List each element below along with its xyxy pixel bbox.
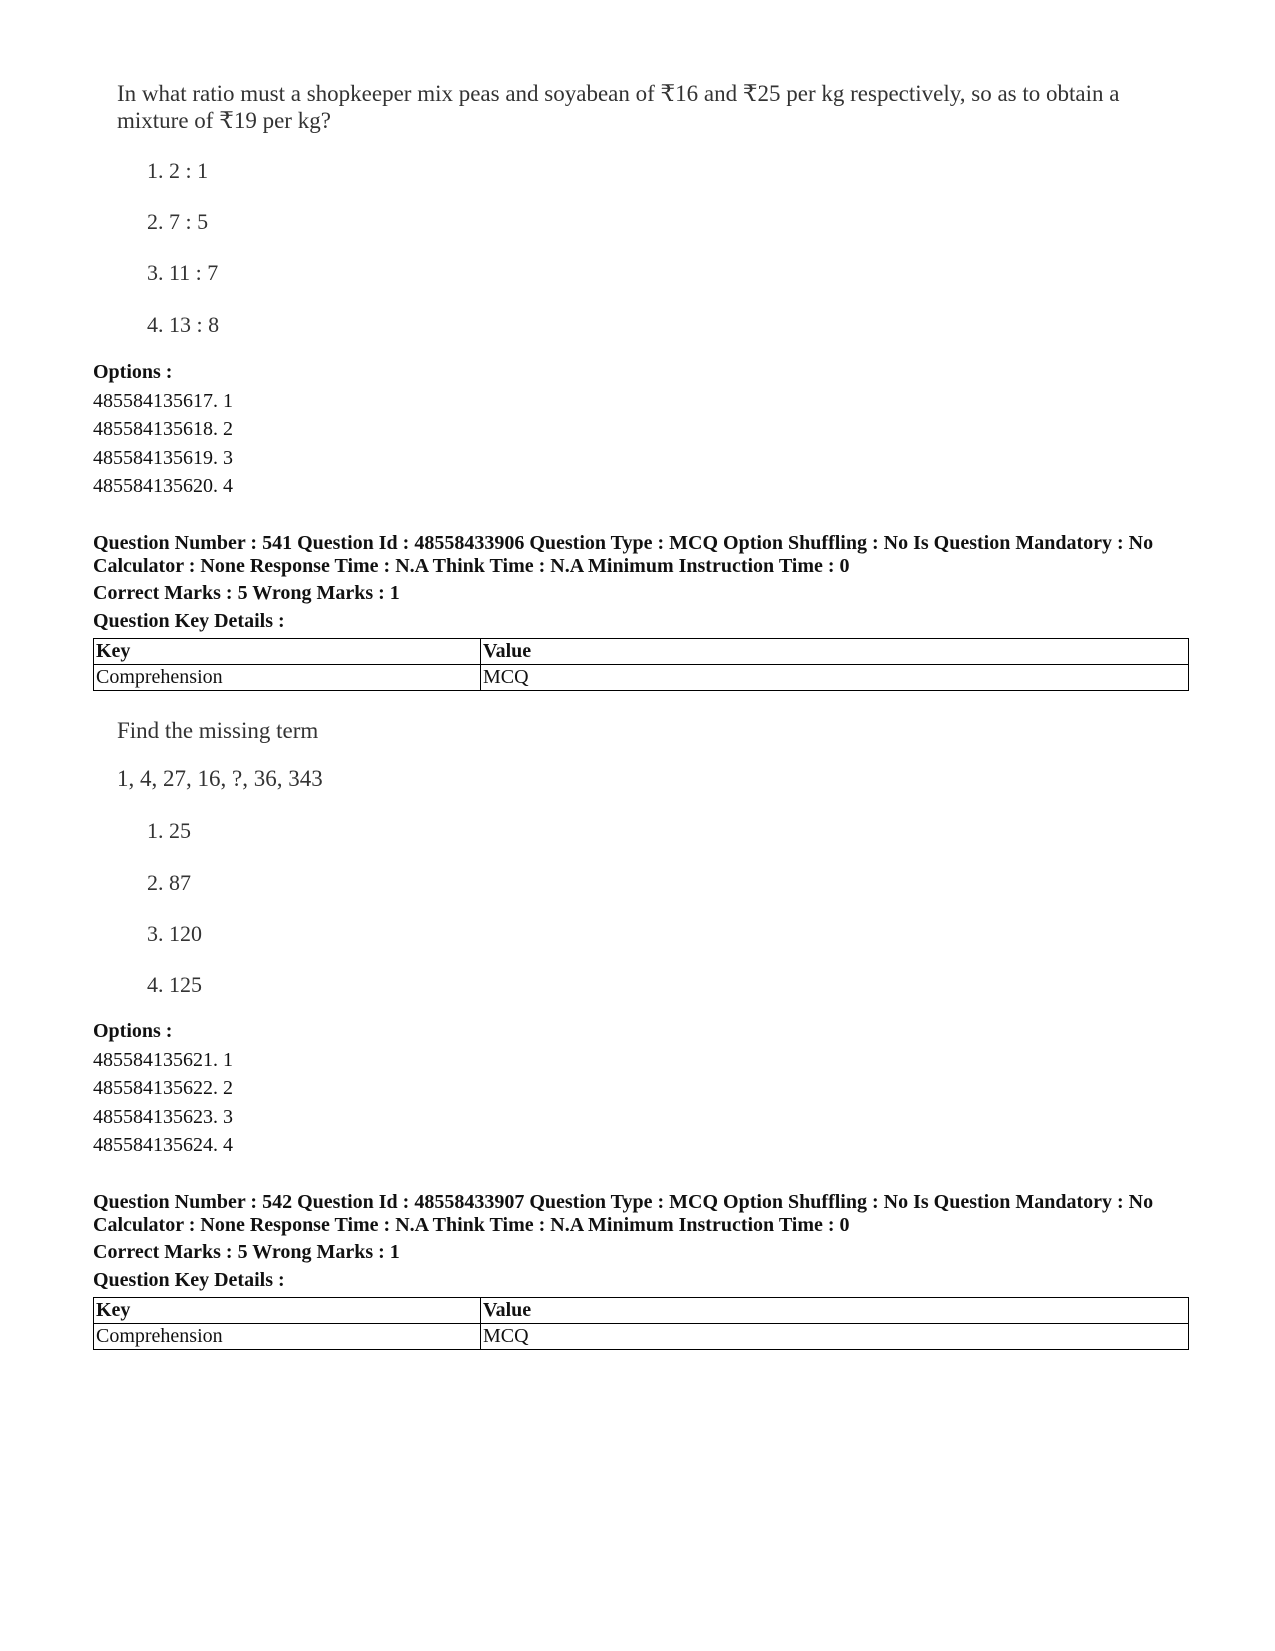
choice-4: 4. 13 : 8 xyxy=(147,312,220,337)
question-stem: Find the missing term xyxy=(117,718,319,743)
option-item: 485584135618. 2 xyxy=(93,418,233,440)
question-header-542: Question Number : 542 Question Id : 48558433907 Question Type : MCQ Option Shuffling : No Is Question Mandatory : No Calculator : None Response Time : N.A Think Time : N.A Minimum Instruction Time : 0 xyxy=(93,1191,1154,1236)
table-cell-value: MCQ xyxy=(481,1324,1189,1350)
option-item: 485584135620. 4 xyxy=(93,475,233,497)
table-header-key: Key xyxy=(94,639,481,665)
choice-1: 1. 2 : 1 xyxy=(147,158,209,183)
question-image-missing-term xyxy=(117,717,617,1007)
options-list xyxy=(93,358,233,501)
key-details-table-541 xyxy=(93,638,1189,691)
choice-3: 3. 120 xyxy=(147,921,202,946)
options-list xyxy=(93,1017,233,1160)
table-header-value: Value xyxy=(481,639,1189,665)
option-item: 485584135622. 2 xyxy=(93,1077,233,1099)
table-header-row xyxy=(94,639,1189,665)
key-details-title-541: Question Key Details : xyxy=(93,610,285,632)
choice-1: 1. 25 xyxy=(147,818,191,843)
table-cell-value: MCQ xyxy=(481,665,1189,691)
question-image-ratio xyxy=(117,80,1177,350)
key-details-title-542: Question Key Details : xyxy=(93,1269,285,1291)
marks-541: Correct Marks : 5 Wrong Marks : 1 xyxy=(93,582,400,604)
option-item: 485584135619. 3 xyxy=(93,446,233,469)
table-row xyxy=(94,1324,1189,1350)
options-title: Options : xyxy=(93,1020,173,1042)
choice-3: 3. 11 : 7 xyxy=(147,260,219,285)
table-cell-key: Comprehension xyxy=(94,1324,481,1350)
table-header-row xyxy=(94,1298,1189,1324)
table-header-key: Key xyxy=(94,1298,481,1324)
option-item: 485584135621. 1 xyxy=(93,1048,233,1071)
option-item: 485584135623. 3 xyxy=(93,1105,233,1128)
number-series: 1, 4, 27, 16, ?, 36, 343 xyxy=(117,766,323,791)
key-details-table-542 xyxy=(93,1297,1189,1350)
table-cell-key: Comprehension xyxy=(94,665,481,691)
table-header-value: Value xyxy=(481,1298,1189,1324)
question-header-541: Question Number : 541 Question Id : 48558433906 Question Type : MCQ Option Shuffling : No Is Question Mandatory : No Calculator : None Response Time : N.A Think Time : N.A Minimum Instruction Time : 0 xyxy=(93,532,1154,577)
table-row xyxy=(94,665,1189,691)
marks-542: Correct Marks : 5 Wrong Marks : 1 xyxy=(93,1241,400,1263)
choice-2: 2. 7 : 5 xyxy=(147,209,209,234)
options-title: Options : xyxy=(93,361,173,383)
choice-4: 4. 125 xyxy=(147,972,202,997)
choice-2: 2. 87 xyxy=(147,870,191,895)
option-item: 485584135617. 1 xyxy=(93,389,233,412)
option-item: 485584135624. 4 xyxy=(93,1134,233,1156)
question-stem: In what ratio must a shopkeeper mix peas and soyabean of ₹16 and ₹25 per kg respectively, so as to obtain a mixture of ₹19 per kg? xyxy=(117,81,1120,133)
